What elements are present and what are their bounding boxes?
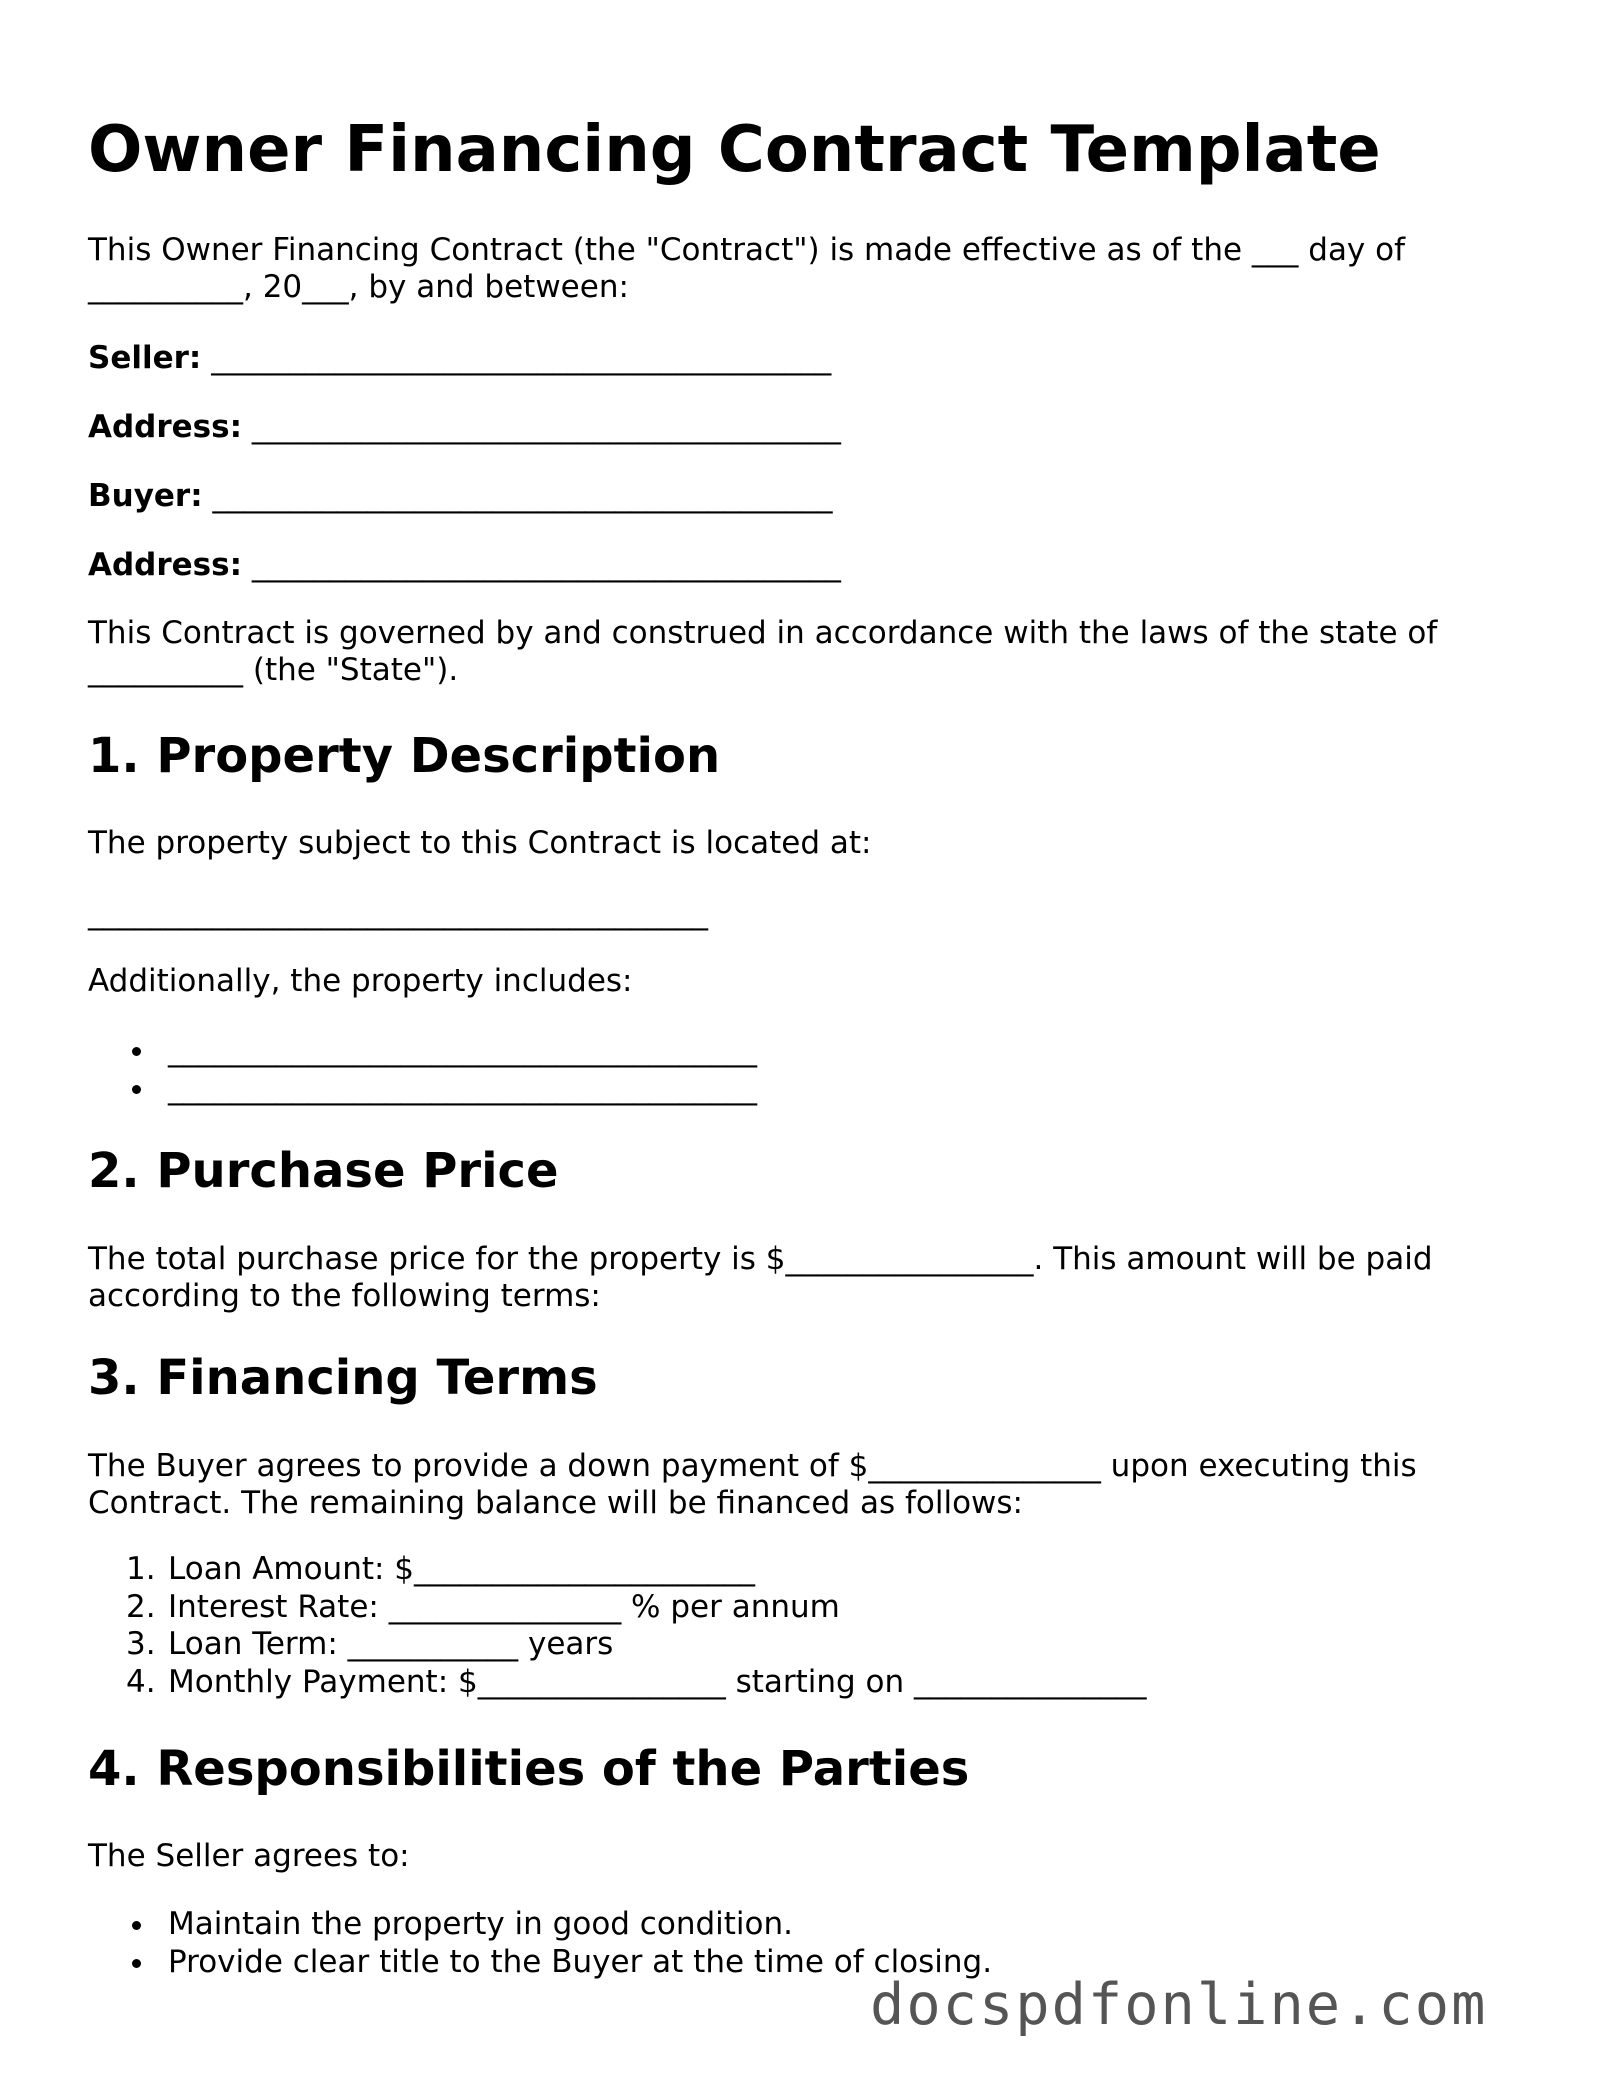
seller-field bbox=[88, 340, 1488, 377]
section-2-heading: 2. Purchase Price bbox=[88, 1143, 559, 1199]
property-includes-text: Additionally, the property includes: bbox=[88, 963, 633, 999]
document-title: Owner Financing Contract Template bbox=[88, 113, 1381, 187]
governing-law-paragraph: This Contract is governed by and construed in accordance with the laws of the state of __________ (the "State"). bbox=[88, 615, 1438, 688]
seller-responsibilities-list bbox=[88, 1906, 992, 1981]
seller-agrees-text: The Seller agrees to: bbox=[88, 1838, 410, 1874]
list-number: 2. bbox=[126, 1588, 156, 1625]
watermark: docspdfonline.com bbox=[870, 1972, 1488, 2038]
list-item: Maintain the property in good condition. bbox=[88, 1906, 992, 1944]
intro-paragraph: This Owner Financing Contract (the "Contract") is made effective as of the ___ day of __________, 20___, by and between: bbox=[88, 232, 1406, 305]
seller-address-blank: ______________________________________ bbox=[251, 409, 841, 445]
list-number: 4. bbox=[126, 1663, 156, 1700]
list-number: 3. bbox=[126, 1626, 156, 1662]
financing-terms-list bbox=[88, 1551, 1147, 1701]
seller-address-label: Address: bbox=[88, 409, 242, 445]
buyer-address-blank: ______________________________________ bbox=[251, 547, 841, 583]
section-4-heading: 4. Responsibilities of the Parties bbox=[88, 1741, 970, 1797]
list-number: 1. bbox=[126, 1551, 156, 1587]
section-1-heading: 1. Property Description bbox=[88, 728, 721, 784]
list-item: ______________________________________ bbox=[88, 1032, 757, 1070]
monthly-payment-term: Monthly Payment: $________________ starting on _______________ bbox=[168, 1663, 1147, 1700]
purchase-price-paragraph: The total purchase price for the property is $________________. This amount will be paid according to the following terms: bbox=[88, 1241, 1433, 1314]
buyer-address-field bbox=[88, 547, 1488, 584]
property-location-text: The property subject to this Contract is located at: bbox=[88, 825, 872, 861]
buyer-blank: ________________________________________ bbox=[212, 478, 833, 514]
section-3-heading: 3. Financing Terms bbox=[88, 1350, 598, 1406]
loan-amount-term: Loan Amount: $______________________ bbox=[168, 1551, 756, 1587]
buyer-label: Buyer: bbox=[88, 478, 203, 514]
list-item: Provide clear title to the Buyer at the time of closing. bbox=[88, 1944, 992, 1982]
list-item bbox=[88, 1626, 1147, 1664]
seller-address-field bbox=[88, 409, 1488, 446]
buyer-address-label: Address: bbox=[88, 547, 242, 583]
list-item bbox=[88, 1589, 1147, 1627]
down-payment-paragraph: The Buyer agrees to provide a down payment of $_______________ upon executing this Contract. The remaining balance will be financed as follows: bbox=[88, 1448, 1417, 1521]
list-item bbox=[88, 1551, 1147, 1589]
buyer-field bbox=[88, 478, 1488, 515]
loan-term-term: Loan Term: ___________ years bbox=[168, 1626, 614, 1662]
list-item: ______________________________________ bbox=[88, 1070, 757, 1108]
property-address-blank: ________________________________________ bbox=[88, 895, 708, 931]
property-includes-list bbox=[88, 1032, 757, 1107]
list-item bbox=[88, 1664, 1147, 1702]
interest-rate-term: Interest Rate: _______________ % per annum bbox=[168, 1588, 840, 1625]
seller-blank: ________________________________________ bbox=[211, 340, 832, 376]
seller-label: Seller: bbox=[88, 340, 202, 376]
